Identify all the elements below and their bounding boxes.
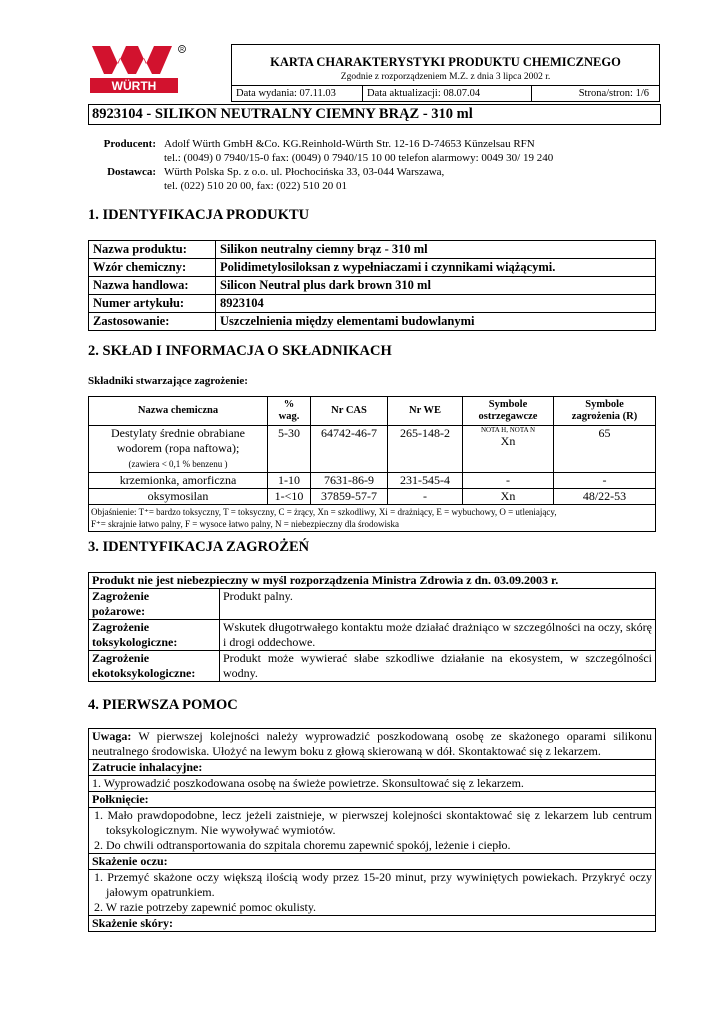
table-row [89,295,656,313]
section4-heading: 4. PIERWSZA POMOC [88,697,238,713]
producer-label: Producent: [103,138,156,150]
row-value: Polidimetylosiloksan z wypełniaczami i czynnikami wiążącymi. [216,259,656,277]
eye-steps: 1. Przemyć skażone oczy większą ilością wody przez 15-20 minut, przy wywiniętych powiekach. Przykryć oczy jałowym opatrunkiem. 2. W razie potrzeby zapewnić pomoc okulisty. [89,870,656,916]
component-symbols: - [463,473,554,489]
table-row [89,870,656,916]
table-row [89,729,656,760]
hazard-text: Produkt może wywierać słabe szkodliwe działanie na ekosystem, w szczególności wodny. [220,651,656,682]
row-label: Nazwa produktu: [89,241,216,259]
hazard-label: Zagrożenie toksykologiczne: [89,620,220,651]
component-name: krzemionka, amorficzna [89,473,268,489]
section3-heading: 3. IDENTYFIKACJA ZAGROŻEŃ [88,539,310,555]
row-label: Nazwa handlowa: [89,277,216,295]
hazard-label: Zagrożenie ekotoksykologiczne: [89,651,220,682]
component-risk: 65 [554,426,656,473]
table-row [89,760,656,776]
warning-text: W pierwszej kolejności należy wyprowadzić poszkodowaną osobę ze skażonego oparami silikonu neutralnego środowiska. Ułożyć na lewym boku z głową skierowaną w dół. Skontaktować się z lekarzem. [92,729,652,758]
wurth-logo [88,44,188,96]
component-name: oksymosilan [89,489,268,505]
hazard-components-label: Składniki stwarzające zagrożenie: [88,375,248,387]
col-we: Nr WE [388,397,463,426]
table-row [89,808,656,854]
component-symbols: NOTA H, NOTA N Xn [463,426,554,473]
table-row [89,259,656,277]
hazard-text: Wskutek długotrwałego kontaktu może działać drażniąco w szczególności na oczy, skórę i drogi oddechowe. [220,620,656,651]
row-value: Uszczelnienia między elementami budowlanymi [216,313,656,331]
row-value: Silicon Neutral plus dark brown 310 ml [216,277,656,295]
inhalation-label: Zatrucie inhalacyjne: [89,760,656,776]
table-row [89,489,656,505]
hazard-label: Zagrożenie pożarowe: [89,589,220,620]
swallowing-steps: 1. Mało prawdopodobne, lecz jeżeli zaistnieje, w pierwszej kolejności skontaktować się z lekarzem lub centrum toksykologicznym. Nie wywoływać wymiotów. 2. Do chwili odtransportowania do szpitala choremu zapewnić spokój, leżenie i ciepło. [89,808,656,854]
table-row [89,854,656,870]
components-table [88,396,656,532]
table-row [89,620,656,651]
first-aid-table [88,728,656,932]
table-row [89,241,656,259]
component-cas: 37859-57-7 [311,489,388,505]
component-pct: 1-10 [268,473,311,489]
table-row [89,573,656,589]
eye-label: Skażenie oczu: [89,854,656,870]
product-id-table [88,240,656,331]
brand-text: WÜRTH [111,79,157,93]
component-we: - [388,489,463,505]
table-row [89,277,656,295]
explanation-row [89,505,656,532]
col-name: Nazwa chemiczna [89,397,268,426]
row-label: Numer artykułu: [89,295,216,313]
table-header-row [89,397,656,426]
component-risk: 48/22-53 [554,489,656,505]
col-symbols: Symbole ostrzegawcze [463,397,554,426]
component-cas: 64742-46-7 [311,426,388,473]
col-pct: % wag. [268,397,311,426]
section2-heading: 2. SKŁAD I INFORMACJA O SKŁADNIKACH [88,343,392,359]
component-risk: - [554,473,656,489]
symbol-explanation: Objaśnienie: T⁺= bardzo toksyczny, T = toksyczny, C = żrący, Xn = szkodliwy, Xi = drażniący, E = wybuchowy, O = utleniający, F⁺= skrajnie łatwo palny, F = wysoce łatwo palny, N = niebezpieczny dla środowiska [89,505,656,532]
component-pct: 5-30 [268,426,311,473]
row-label: Zastosowanie: [89,313,216,331]
col-risk: Symbole zagrożenia (R) [554,397,656,426]
supplier-label: Dostawca: [107,166,156,178]
component-we: 265-148-2 [388,426,463,473]
table-row [89,792,656,808]
document-header [231,44,660,102]
table-row [89,589,656,620]
warning-cell [89,729,656,760]
table-row [89,776,656,792]
table-row [89,473,656,489]
supplier-line2: tel. (022) 510 20 00, fax: (022) 510 20 01 [164,180,347,192]
table-row [89,916,656,932]
producer-line1: Adolf Würth GmbH &Co. KG.Reinhold-Würth Str. 12-16 D-74653 Künzelsau RFN [164,138,535,150]
row-value: Silikon neutralny ciemny brąz - 310 ml [216,241,656,259]
issue-date: Data wydania: 07.11.03 [232,86,363,101]
supplier-line1: Würth Polska Sp. z o.o. ul. Płochocińska 33, 03-044 Warszawa, [164,166,445,178]
hazard-text: Produkt palny. [220,589,656,620]
component-name: Destylaty średnie obrabiane wodorem (ropa naftowa); (zawiera < 0,1 % benzenu ) [89,426,268,473]
hazards-table [88,572,656,682]
update-date: Data aktualizacji: 08.07.04 [363,86,532,101]
producer-line2: tel.: (0049) 0 7940/15-0 fax: (0049) 0 7940/15 10 00 telefon alarmowy: 0049 30/ 19 240 [164,152,554,164]
table-row [89,426,656,473]
warning-label: Uwaga: [92,729,132,743]
table-row [89,313,656,331]
inhalation-step: 1. Wyprowadzić poszkodowana osobę na świeże powietrze. Skonsultować się z lekarzem. [89,776,656,792]
row-value: 8923104 [216,295,656,313]
producer-block [88,137,553,193]
page-number: Strona/stron: 1/6 [578,88,649,99]
component-symbols: Xn [463,489,554,505]
header-dates-row [232,85,659,101]
section1-heading: 1. IDENTYFIKACJA PRODUKTU [88,207,310,223]
skin-label: Skażenie skóry: [89,916,656,932]
document-title: KARTA CHARAKTERYSTYKI PRODUKTU CHEMICZNEGO [270,55,621,69]
table-row [89,651,656,682]
swallowing-label: Połknięcie: [89,792,656,808]
component-we: 231-545-4 [388,473,463,489]
hazard-banner: Produkt nie jest niebezpieczny w myśl rozporządzenia Ministra Zdrowia z dn. 03.09.2003 r. [89,573,656,589]
svg-text:R: R [180,47,184,53]
row-label: Wzór chemiczny: [89,259,216,277]
document-subtitle: Zgodnie z rozporządzeniem M.Z. z dnia 3 lipca 2002 r. [340,72,551,82]
col-cas: Nr CAS [311,397,388,426]
product-title: 8923104 - SILIKON NEUTRALNY CIEMNY BRĄZ - 310 ml [88,104,661,125]
component-cas: 7631-86-9 [311,473,388,489]
component-pct: 1-<10 [268,489,311,505]
